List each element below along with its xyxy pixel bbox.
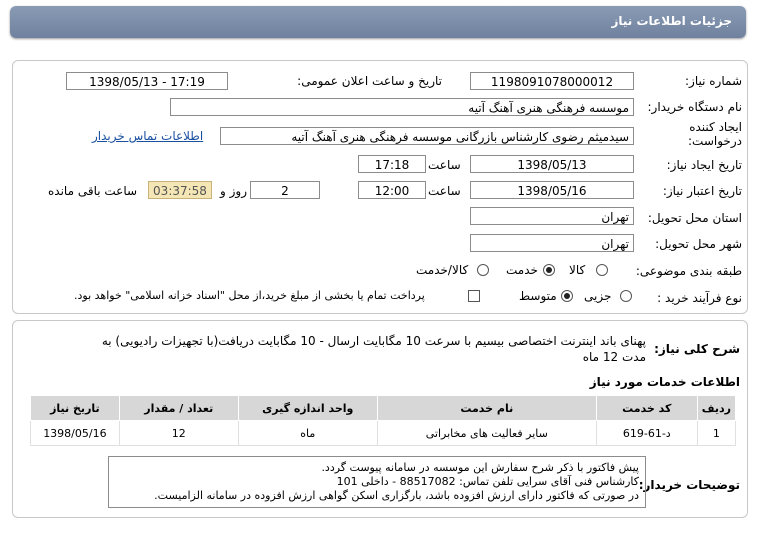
col-code: کد خدمت [596,396,697,421]
need-number-label: شماره نیاز: [685,74,742,88]
category-option-goods: کالا [569,263,586,277]
table-row [31,421,736,446]
category-radio-service[interactable] [543,264,555,276]
need-number-field[interactable]: 1198091078000012 [470,72,634,90]
remaining-time-timer: 03:37:58 [148,181,212,199]
col-unit: واحد اندازه گیری [238,396,377,421]
cell-date: 1398/05/16 [31,421,120,446]
create-time-label: ساعت [428,158,461,172]
validity-date-field[interactable]: 1398/05/16 [470,181,634,199]
notes-line-3: در صورتی که فاکتور دارای ارزش افزوده باشد، بارگزاری اسکن گواهی ارزش افزوده در سامانه الزامیست. [154,489,639,502]
buyer-notes-label: توضیحات خریدار: [638,478,740,492]
category-radio-goods[interactable] [596,264,608,276]
category-option-goods-service: کالا/خدمت [416,263,469,277]
cell-unit: ماه [238,421,377,446]
validity-time-label: ساعت [428,184,461,198]
purchase-option-medium: متوسط [519,289,557,303]
creator-field[interactable]: سیدمیثم رضوی کارشناس بازرگانی موسسه فرهنگی هنری آهنگ آتیه [220,127,634,145]
col-qty: تعداد / مقدار [119,396,238,421]
notes-line-2: کارشناس فنی آقای سرایی تلفن تماس: 88517082 - داخلی 101 [336,475,639,488]
buyer-field[interactable]: موسسه فرهنگی هنری آهنگ آتیه [170,98,634,116]
summary-label: شرح کلی نیاز: [654,342,740,356]
summary-line-1: پهنای باند اینترنت اختصاصی بیسیم با سرعت 10 مگابایت ارسال - 10 مگابایت دریافت(با تجهیزات رادیویی) به [101,334,646,348]
cell-row: 1 [697,421,735,446]
services-title: اطلاعات خدمات مورد نیاز [589,375,740,389]
create-date-label: تاریخ ایجاد نیاز: [666,158,742,172]
city-label: شهر محل تحویل: [655,237,742,251]
validity-time-field[interactable]: 12:00 [358,181,426,199]
create-time-field[interactable]: 17:18 [358,155,426,173]
days-remaining-field[interactable]: 2 [250,181,320,199]
category-option-service: خدمت [506,263,538,277]
page-title: جزئیات اطلاعات نیاز [611,14,732,28]
buyer-label: نام دستگاه خریدار: [647,100,742,114]
creator-label: ایجاد کننده درخواست: [688,120,742,148]
page-header [10,6,746,38]
validity-label: تاریخ اعتبار نیاز: [662,184,742,198]
col-date: تاریخ نیاز [31,396,120,421]
announce-label: تاریخ و ساعت اعلان عمومی: [297,74,442,88]
treasury-payment-checkbox[interactable] [468,290,480,302]
purchase-option-minor: جزیی [584,289,612,303]
days-label: روز و [220,184,247,198]
cell-code: د-61-619 [596,421,697,446]
category-label: طبقه بندی موضوعی: [635,264,742,278]
purchase-radio-minor[interactable] [620,290,632,302]
province-label: استان محل تحویل: [647,211,742,225]
services-table [30,395,736,446]
city-field[interactable]: تهران [470,234,634,252]
col-row: ردیف [697,396,735,421]
col-name: نام خدمت [377,396,596,421]
remaining-label: ساعت باقی مانده [48,184,138,198]
summary-line-2: مدت 12 ماه [582,350,646,364]
purchase-type-label: نوع فرآیند خرید : [657,291,742,305]
treasury-payment-note: پرداخت تمام یا بخشی از مبلغ خرید،از محل "اسناد خزانه اسلامی" خواهد بود. [74,289,425,302]
buyer-notes-box [108,456,646,508]
province-field[interactable]: تهران [470,207,634,225]
cell-name: سایر فعالیت های مخابراتی [377,421,596,446]
cell-qty: 12 [119,421,238,446]
category-radio-goods-service[interactable] [477,264,489,276]
services-header-row [31,396,736,421]
notes-line-1: پیش فاکتور با ذکر شرح سفارش این موسسه در سامانه پیوست گردد. [321,461,639,474]
purchase-radio-medium[interactable] [561,290,573,302]
summary-text [70,333,646,365]
create-date-field[interactable]: 1398/05/13 [470,155,634,173]
buyer-contact-link[interactable]: اطلاعات تماس خریدار [92,129,204,143]
announce-field[interactable]: 1398/05/13 - 17:19 [66,72,228,90]
